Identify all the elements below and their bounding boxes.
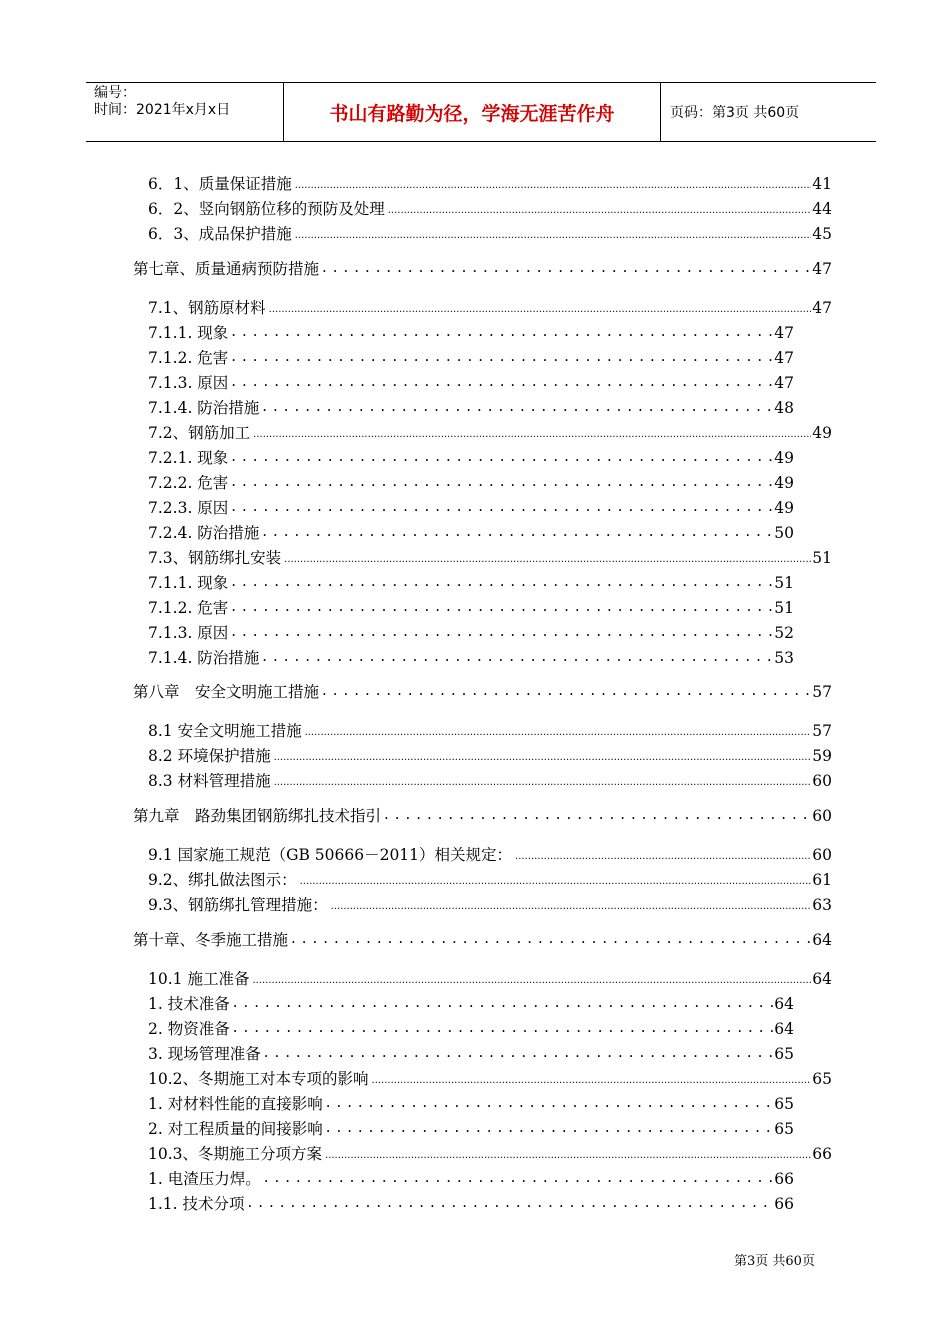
- toc-entry-title: 2. 物资准备: [148, 1020, 230, 1038]
- toc-entry-title: 9.2、绑扎做法图示：: [148, 871, 297, 889]
- header-time-label: 时间：2021年x月x日: [94, 102, 231, 118]
- toc-entry-title: 9.1 国家施工规范（GB 50666－2011）相关规定：: [148, 846, 513, 864]
- toc-entry-title: 7.2.2. 危害: [148, 474, 229, 492]
- toc-entry-title: 7.1.1. 现象: [148, 574, 229, 592]
- toc-entry-page: 41: [812, 175, 832, 193]
- toc-leader: [231, 473, 773, 489]
- toc-leader: [231, 373, 773, 389]
- toc-entry[interactable]: [148, 843, 832, 865]
- toc-entry-page: 64: [774, 1020, 794, 1038]
- toc-entry[interactable]: [148, 471, 794, 493]
- toc-entry-title: 8.3 材料管理措施: [148, 772, 271, 790]
- toc-entry-page: 64: [774, 995, 794, 1013]
- toc-entry-title: 1. 对材料性能的直接影响: [148, 1095, 323, 1113]
- toc-entry-page: 47: [774, 324, 794, 342]
- toc-entry-page: 51: [774, 599, 794, 617]
- toc-entry-page: 64: [812, 970, 832, 988]
- toc-entry[interactable]: [148, 446, 794, 468]
- toc-entry[interactable]: [148, 346, 794, 368]
- toc-entry[interactable]: [148, 596, 794, 618]
- toc-entry-page: 64: [812, 931, 832, 949]
- toc-entry[interactable]: [148, 1167, 794, 1189]
- toc-leader: [322, 259, 811, 275]
- toc-leader: [372, 1069, 812, 1085]
- toc-entry[interactable]: [148, 321, 794, 343]
- toc-entry-page: 57: [812, 722, 832, 740]
- toc-leader: [300, 870, 812, 886]
- toc-entry-page: 49: [774, 499, 794, 517]
- toc-leader: [262, 398, 773, 414]
- toc-entry[interactable]: [148, 222, 832, 244]
- toc-leader: [231, 448, 773, 464]
- toc-entry-page: 57: [812, 683, 832, 701]
- toc-entry-title: 10.1 施工准备: [148, 970, 250, 988]
- toc-entry[interactable]: [148, 546, 832, 568]
- toc-entry-title: 6．3、成品保护措施: [148, 225, 292, 243]
- toc-leader: [269, 298, 812, 314]
- toc-entry[interactable]: [148, 1117, 794, 1139]
- header-meta: [94, 85, 230, 119]
- toc-entry[interactable]: [148, 1017, 794, 1039]
- toc-entry-page: 60: [812, 772, 832, 790]
- toc-entry-title: 7.2、钢筋加工: [148, 424, 251, 442]
- toc-entry-title: 7.1.4. 防治措施: [148, 649, 260, 667]
- toc-entry-title: 7.1.4. 防治措施: [148, 399, 260, 417]
- toc-entry-title: 7.1.3. 原因: [148, 374, 229, 392]
- toc-leader: [326, 1094, 774, 1110]
- toc-entry-title: 7.2.4. 防治措施: [148, 524, 260, 542]
- toc-entry-title: 1. 技术准备: [148, 995, 230, 1013]
- toc-entry-page: 66: [774, 1195, 794, 1213]
- toc-entry-page: 47: [774, 374, 794, 392]
- toc-leader: [274, 746, 812, 762]
- toc-entry[interactable]: [148, 396, 794, 418]
- toc-entry-page: 51: [812, 549, 832, 567]
- toc-entry-page: 60: [812, 807, 832, 825]
- toc-entry-page: 50: [774, 524, 794, 542]
- toc-entry-page: 47: [812, 299, 832, 317]
- toc-entry-page: 45: [812, 225, 832, 243]
- toc-leader: [305, 721, 812, 737]
- toc-entry-title: 3. 现场管理准备: [148, 1045, 261, 1063]
- toc-leader: [325, 1144, 811, 1160]
- toc-entry-page: 47: [812, 260, 832, 278]
- toc-entry-page: 61: [812, 871, 832, 889]
- toc-leader: [231, 348, 773, 364]
- toc-entry[interactable]: [148, 621, 794, 643]
- toc-entry-title: 8.2 环境保护措施: [148, 747, 271, 765]
- toc-entry-page: 65: [774, 1045, 794, 1063]
- toc-entry-page: 60: [812, 846, 832, 864]
- toc-entry-title: 1.1. 技术分项: [148, 1195, 245, 1213]
- toc-entry[interactable]: [148, 172, 832, 194]
- toc-entry[interactable]: [148, 719, 832, 741]
- toc-entry-title: 7.1.2. 危害: [148, 599, 229, 617]
- toc-entry-page: 63: [812, 896, 832, 914]
- toc-entry[interactable]: [148, 421, 832, 443]
- toc-entry[interactable]: [148, 646, 794, 668]
- toc-entry-title: 7.1.3. 原因: [148, 624, 229, 642]
- toc-entry-page: 49: [774, 449, 794, 467]
- toc-chapter-entry[interactable]: [133, 680, 832, 702]
- toc-chapter-entry[interactable]: [133, 804, 832, 826]
- toc-entry-title: 9.3、钢筋绑扎管理措施：: [148, 896, 328, 914]
- toc-leader: [264, 1044, 774, 1060]
- toc-entry[interactable]: [148, 197, 832, 219]
- toc-leader: [326, 1119, 774, 1135]
- page-header: [86, 82, 876, 142]
- toc-entry-title: 7.2.1. 现象: [148, 449, 229, 467]
- toc-entry-title: 7.2.3. 原因: [148, 499, 229, 517]
- toc-leader: [274, 771, 812, 787]
- toc-entry-title: 1. 电渣压力焊。: [148, 1170, 261, 1188]
- toc-entry[interactable]: [148, 967, 832, 989]
- toc-entry-title: 2. 对工程质量的间接影响: [148, 1120, 323, 1138]
- toc-entry-title: 6．1、质量保证措施: [148, 175, 292, 193]
- toc-leader: [388, 199, 812, 215]
- toc-leader: [231, 498, 773, 514]
- toc-entry[interactable]: [148, 1067, 832, 1089]
- toc-entry[interactable]: [148, 296, 832, 318]
- toc-entry-title: 7.1、钢筋原材料: [148, 299, 266, 317]
- toc-leader: [252, 969, 811, 985]
- toc-entry[interactable]: [148, 1142, 832, 1164]
- toc-leader: [248, 1194, 774, 1210]
- toc-leader: [384, 806, 811, 822]
- toc-entry-page: 48: [774, 399, 794, 417]
- toc-leader: [331, 895, 812, 911]
- toc-entry-page: 65: [812, 1070, 832, 1088]
- toc-entry[interactable]: [148, 992, 794, 1014]
- toc-entry-title: 7.1.2. 危害: [148, 349, 229, 367]
- toc-entry[interactable]: [148, 744, 832, 766]
- toc-leader: [262, 523, 773, 539]
- toc-entry-title: 7.3、钢筋绑扎安装: [148, 549, 282, 567]
- toc-entry[interactable]: [148, 1042, 794, 1064]
- toc-entry-page: 66: [774, 1170, 794, 1188]
- toc-entry[interactable]: [148, 893, 832, 915]
- toc-entry-page: 65: [774, 1120, 794, 1138]
- toc-leader: [231, 623, 773, 639]
- toc-entry[interactable]: [148, 371, 794, 393]
- toc-entry-title: 第十章、冬季施工措施: [133, 931, 289, 949]
- page-footer: 第3页 共60页: [734, 1254, 815, 1269]
- toc-entry-page: 44: [812, 200, 832, 218]
- toc-entry[interactable]: [148, 1092, 794, 1114]
- toc-leader: [295, 224, 812, 240]
- toc-entry[interactable]: [148, 1192, 794, 1214]
- toc-entry-page: 49: [812, 424, 832, 442]
- toc-entry[interactable]: [148, 496, 794, 518]
- toc-entry-title: 10.3、冬期施工分项方案: [148, 1145, 323, 1163]
- toc-entry-page: 51: [774, 574, 794, 592]
- toc-entry[interactable]: [148, 769, 832, 791]
- toc-entry[interactable]: [148, 571, 794, 593]
- toc-leader: [233, 1019, 774, 1035]
- toc-leader: [295, 174, 812, 190]
- toc-entry-page: 66: [812, 1145, 832, 1163]
- toc-leader: [264, 1169, 774, 1185]
- toc-leader: [231, 323, 773, 339]
- toc-leader: [291, 930, 811, 946]
- toc-leader: [231, 573, 773, 589]
- header-page-info: 页码：第3页 共60页: [670, 105, 800, 121]
- toc-entry-page: 65: [774, 1095, 794, 1113]
- toc-entry-page: 49: [774, 474, 794, 492]
- toc-entry-title: 第九章 路劲集团钢筋绑扎技术指引: [133, 807, 382, 825]
- toc-leader: [322, 682, 811, 698]
- header-number-label: 编号：: [94, 85, 136, 101]
- toc-entry-page: 52: [774, 624, 794, 642]
- toc-entry-page: 53: [774, 649, 794, 667]
- header-motto: 书山有路勤为径，学海无涯苦作舟: [283, 83, 661, 141]
- toc-leader: [233, 994, 774, 1010]
- toc-entry-page: 59: [812, 747, 832, 765]
- toc-leader: [253, 423, 811, 439]
- toc-leader: [231, 598, 773, 614]
- toc-entry-title: 10.2、冬期施工对本专项的影响: [148, 1070, 369, 1088]
- toc-leader: [515, 845, 811, 861]
- toc-entry-title: 第七章、质量通病预防措施: [133, 260, 320, 278]
- toc-entry-title: 7.1.1. 现象: [148, 324, 229, 342]
- toc-leader: [262, 648, 773, 664]
- toc-entry-title: 8.1 安全文明施工措施: [148, 722, 302, 740]
- toc-entry-title: 第八章 安全文明施工措施: [133, 683, 320, 701]
- toc-entry[interactable]: [148, 521, 794, 543]
- toc-entry-page: 47: [774, 349, 794, 367]
- toc-chapter-entry[interactable]: [133, 928, 832, 950]
- toc-entry[interactable]: [148, 868, 832, 890]
- toc-leader: [284, 548, 811, 564]
- toc-entry-title: 6．2、竖向钢筋位移的预防及处理: [148, 200, 385, 218]
- toc-chapter-entry[interactable]: [133, 257, 832, 279]
